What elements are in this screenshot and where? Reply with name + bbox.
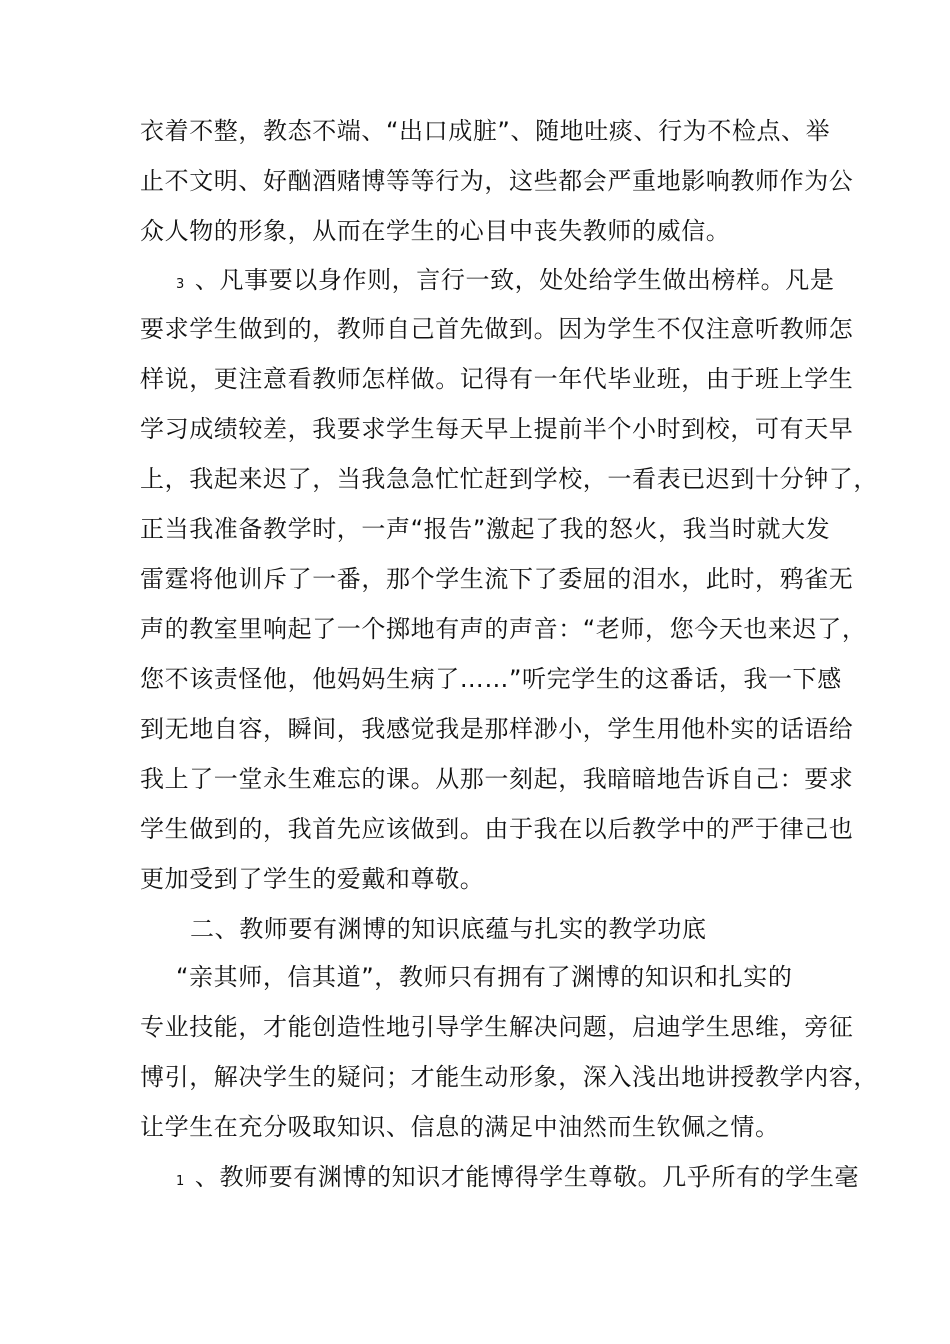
text-line: 雷霆将他训斥了一番，那个学生流下了委屈的泪水，此时，鸦雀无 [140, 565, 854, 593]
text-line: 、教师要有渊博的知识才能博得学生尊敬。几乎所有的学生毫 [194, 1163, 860, 1191]
text-line: 专业技能，才能创造性地引导学生解决问题，启迪学生思维，旁征 [140, 1013, 854, 1041]
text-line: 到无地自容，瞬间，我感觉我是那样渺小，学生用他朴实的话语给 [140, 715, 854, 743]
section-heading: 二、教师要有渊博的知识底蕴与扎实的教学功底 [190, 915, 707, 943]
text-line: 博引，解决学生的疑问；才能生动形象，深入浅出地讲授教学内容， [140, 1063, 878, 1091]
text-line: 众人物的形象，从而在学生的心目中丧失教师的威信。 [140, 217, 731, 245]
text-line: 上，我起来迟了，当我急急忙忙赶到学校，一看表已迟到十分钟了， [140, 465, 878, 493]
text-line: 衣着不整，教态不端、“出口成脏”、随地吐痰、行为不检点、举 [140, 117, 831, 145]
text-line: “亲其师，信其道”，教师只有拥有了渊博的知识和扎实的 [176, 963, 793, 991]
list-number: 3 [176, 277, 185, 292]
list-number: 1 [176, 1174, 185, 1189]
text-line: 学生做到的，我首先应该做到。由于我在以后教学中的严于律己也 [140, 815, 854, 843]
text-line: 您不该责怪他，他妈妈生病了……”听完学生的这番话，我一下感 [140, 665, 842, 693]
text-line: 止不文明、好酗酒赌博等等行为，这些都会严重地影响教师作为公 [140, 167, 854, 195]
numbered-paragraph-start [176, 1162, 859, 1197]
text-line: 、凡事要以身作则，言行一致，处处给学生做出榜样。凡是 [194, 266, 835, 294]
text-line: 学习成绩较差，我要求学生每天早上提前半个小时到校，可有天早 [140, 415, 854, 443]
text-line: 要求学生做到的，教师自己首先做到。因为学生不仅注意听教师怎 [140, 315, 854, 343]
text-line: 我上了一堂永生难忘的课。从那一刻起，我暗暗地告诉自己：要求 [140, 765, 854, 793]
text-line: 正当我准备教学时，一声“报告”激起了我的怒火，我当时就大发 [140, 515, 831, 543]
text-line: 更加受到了学生的爱戴和尊敬。 [140, 865, 485, 893]
numbered-paragraph-start [176, 265, 834, 300]
text-line: 让学生在充分吸取知识、信息的满足中油然而生钦佩之情。 [140, 1113, 780, 1141]
text-line: 样说，更注意看教师怎样做。记得有一年代毕业班，由于班上学生 [140, 365, 854, 393]
text-line: 声的教室里响起了一个掷地有声的声音：“老师，您今天也来迟了， [140, 615, 867, 643]
